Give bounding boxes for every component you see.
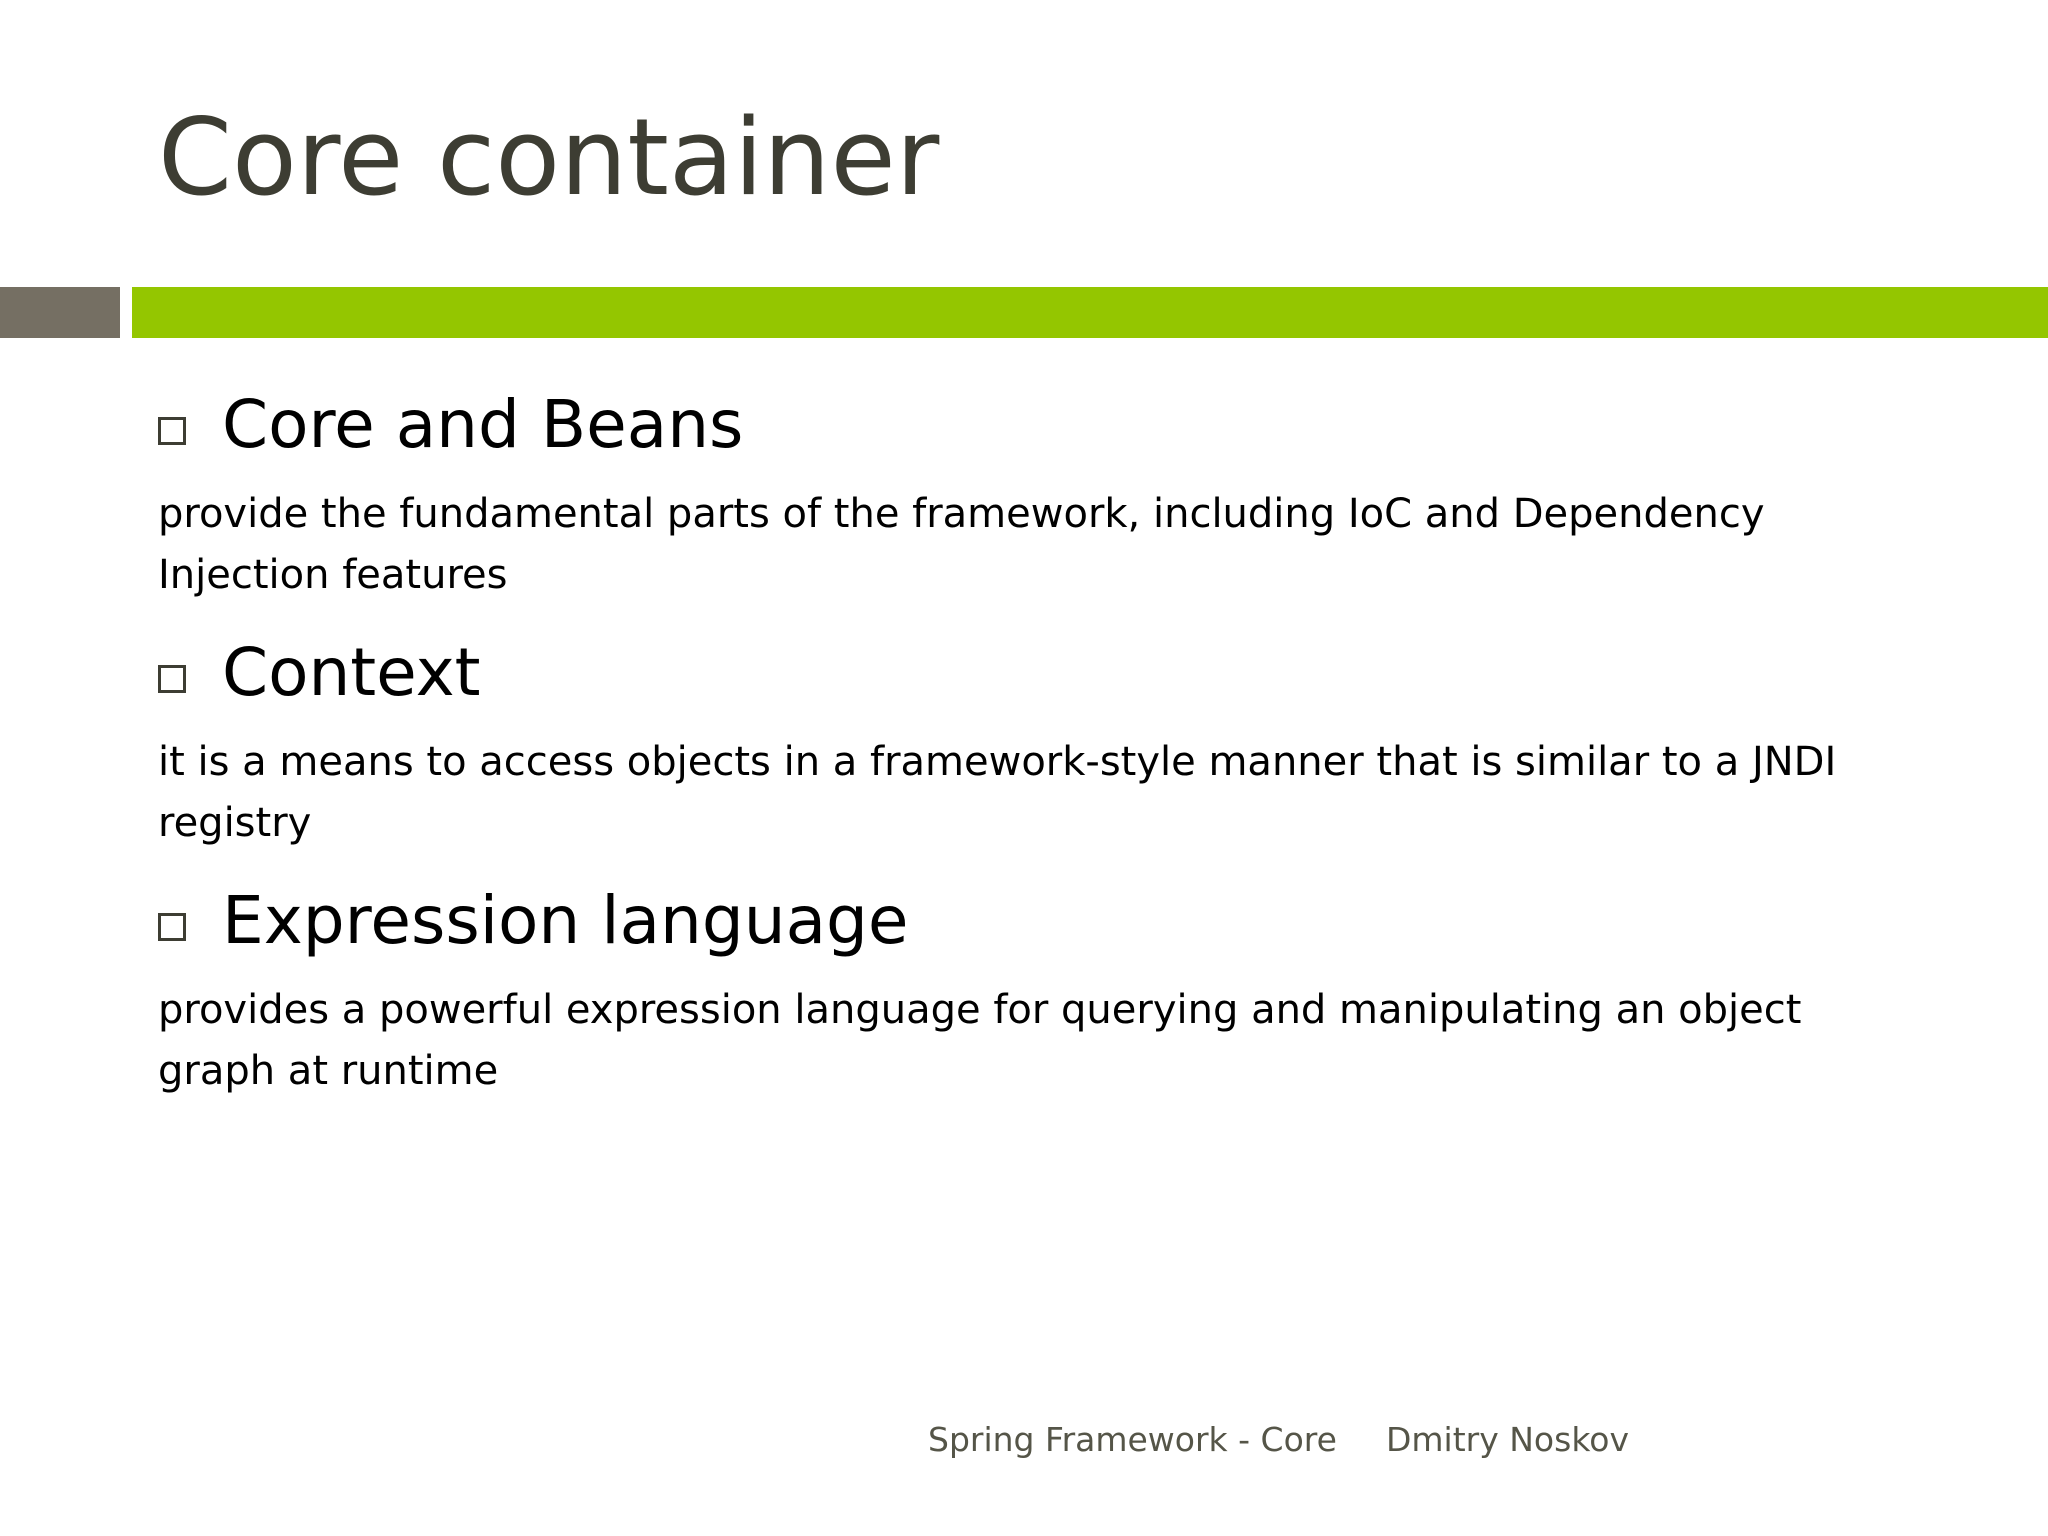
square-bullet-icon bbox=[158, 665, 186, 693]
section-heading-text: Context bbox=[222, 634, 481, 711]
section-heading-text: Core and Beans bbox=[222, 386, 744, 463]
accent-bar-gray bbox=[0, 287, 120, 338]
section-description: provides a powerful expression language for querying and manipulating an object graph at runtime bbox=[158, 987, 1802, 1094]
section-heading-text: Expression language bbox=[222, 882, 909, 959]
slide-title: Core container bbox=[158, 96, 940, 219]
section-heading-expression-language bbox=[158, 876, 1898, 966]
accent-bar-green bbox=[132, 287, 2048, 338]
footer-author: Dmitry Noskov bbox=[1386, 1420, 1629, 1459]
slide-content bbox=[158, 380, 1898, 1124]
square-bullet-icon bbox=[158, 913, 186, 941]
section-description: provide the fundamental parts of the framework, including IoC and Dependency Injection features bbox=[158, 491, 1765, 598]
section-heading-context bbox=[158, 628, 1898, 718]
square-bullet-icon bbox=[158, 417, 186, 445]
footer-presentation-title: Spring Framework - Core bbox=[928, 1420, 1337, 1459]
section-heading-core-and-beans bbox=[158, 380, 1898, 470]
section-description: it is a means to access objects in a framework-style manner that is similar to a JNDI registry bbox=[158, 739, 1837, 846]
